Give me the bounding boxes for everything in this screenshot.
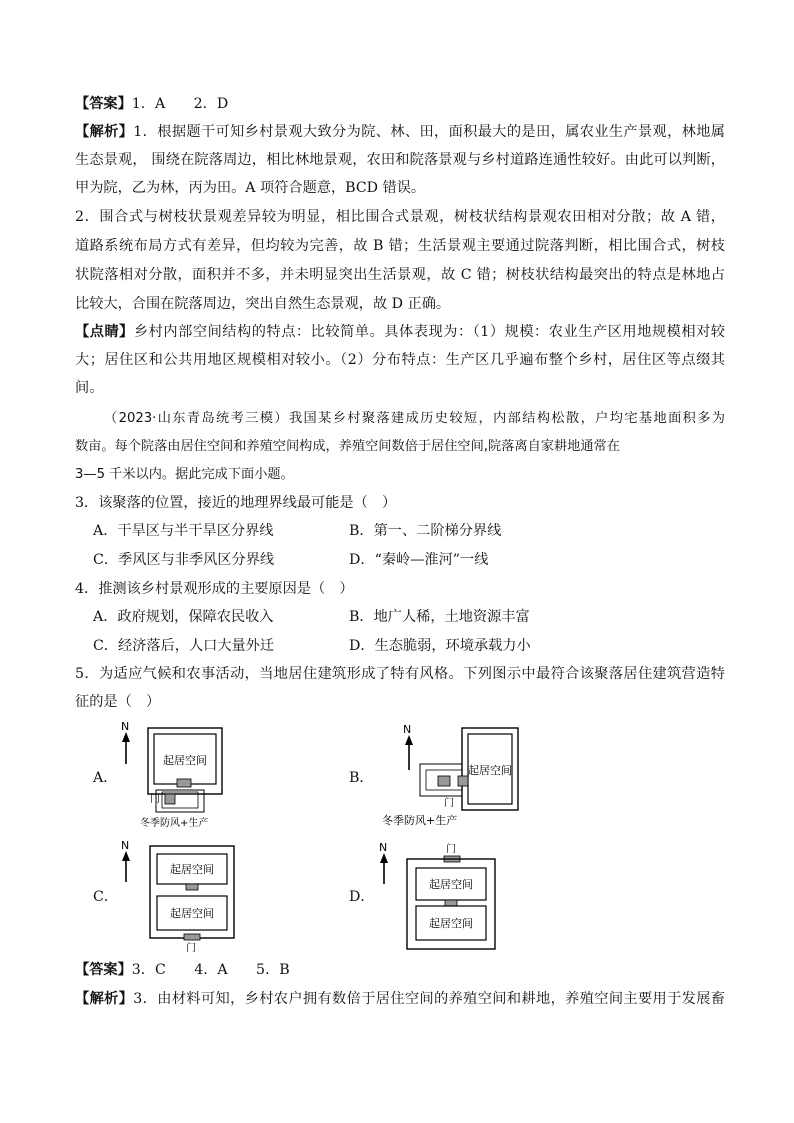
analysis-line: 道路系统布局方式有差异，但均较为完善，故 B 错；生活景观主要通过院落判断，相比围合式，树枝 xyxy=(75,238,725,254)
door-label: 门 xyxy=(444,798,454,809)
north-label: N xyxy=(379,841,388,854)
analysis-tag: 【解析】 xyxy=(75,124,134,140)
analysis-line: 比较大，合围在院落周边，突出自然生态景观，故 D 正确。 xyxy=(75,296,451,312)
q3-option-d[interactable]: D．“秦岭—淮河”一线 xyxy=(349,552,489,568)
annex xyxy=(156,790,204,812)
living-space-label: 起居空间 xyxy=(163,754,207,767)
outer-wall xyxy=(150,846,234,938)
answer-text: 1．A 2．D xyxy=(131,96,229,112)
door-block xyxy=(165,794,175,804)
living-space-label: 起居空间 xyxy=(429,878,473,891)
q5-option-d[interactable]: D． xyxy=(349,889,375,905)
living-space-label: 起居空间 xyxy=(170,863,214,876)
analysis-line xyxy=(75,122,725,142)
material-line: 数亩。每个院落由居住空间和养殖空间构成，养殖空间数倍于居住空间,院落离自家耕地通常在 xyxy=(75,439,620,454)
analysis-text: 1．根据题干可知乡村景观大致分为院、林、田，面积最大的是田，属农业生产景观，林地属 xyxy=(133,124,725,140)
q4-option-b[interactable]: B．地广人稀，土地资源丰富 xyxy=(349,609,530,625)
point-text: 乡村内部空间结构的特点：比较简单。具体表现为：（1）规模：农业生产区用地规模相对较 xyxy=(133,324,725,340)
q5-option-b[interactable]: B． xyxy=(349,770,374,786)
analysis-text: 3．由材料可知，乡村农户拥有数倍于居住空间的养殖空间和耕地，养殖空间主要用于发展畜 xyxy=(133,991,725,1007)
question-3-stem: 3．该聚落的位置，接近的地理界线最可能是（ ） xyxy=(75,495,397,511)
analysis-line: 生态景观， 围绕在院落周边，相比林地景观，农田和院落景观与乡村道路连通性较好。由此可以判断， xyxy=(75,152,725,168)
q3-option-a[interactable]: A．干旱区与半干旱区分界线 xyxy=(93,523,274,539)
north-label: N xyxy=(403,723,412,736)
material-line: （2023·山东青岛统考三模）我国某乡村聚落建成历史较短，内部结构松散，户均宅基地面积多为 xyxy=(104,411,725,426)
north-label: N xyxy=(121,840,130,852)
door-block xyxy=(438,776,450,786)
point-line xyxy=(75,322,725,342)
q4-option-c[interactable]: C．经济落后，人口大量外迁 xyxy=(93,638,275,654)
point-line: 大；居住区和公共用地区规模相对较小。（2）分布特点：生产区几乎遍布整个乡村，居住区等点缀其 xyxy=(75,352,725,368)
q5-option-c[interactable]: C． xyxy=(93,889,119,905)
q3-option-c[interactable]: C．季风区与非季风区分界线 xyxy=(93,552,275,568)
answer-line-1 xyxy=(75,94,725,114)
answer-text: 3．C 4．A 5．B xyxy=(131,962,290,978)
north-arrow xyxy=(121,840,130,882)
analysis-line-2 xyxy=(75,989,725,1009)
answer-tag: 【答案】 xyxy=(75,96,132,112)
point-tag: 【点睛】 xyxy=(75,324,134,340)
gate xyxy=(184,934,200,940)
answer-tag: 【答案】 xyxy=(75,962,132,978)
question-5-stem: 征的是（ ） xyxy=(75,694,161,710)
gate xyxy=(458,776,468,786)
figure-c xyxy=(110,840,250,955)
question-4-stem: 4．推测该乡村景观形成的主要原因是（ ） xyxy=(75,581,354,597)
door-label: 门 xyxy=(446,844,456,855)
winter-wind-label: 冬季防风+生产 xyxy=(382,814,458,827)
material-line: 3—5 千米以内。据此完成下面小题。 xyxy=(75,467,294,482)
north-arrow xyxy=(121,722,130,764)
north-label: N xyxy=(121,722,130,733)
gate xyxy=(177,779,191,787)
figure-d xyxy=(372,838,512,956)
answer-line-2 xyxy=(75,960,725,980)
q4-option-d[interactable]: D．生态脆弱，环境承载力小 xyxy=(349,638,531,654)
q5-option-a[interactable]: A． xyxy=(93,770,118,786)
figure-b xyxy=(362,722,522,830)
point-line: 间。 xyxy=(75,380,104,396)
winter-wind-label: 冬季防风+生产 xyxy=(140,818,209,829)
north-arrow xyxy=(379,841,388,884)
living-space-label: 起居空间 xyxy=(468,764,512,777)
question-5-stem: 5．为适应气候和农事活动，当地居住建筑形成了特有风格。下列图示中最符合该聚落居住建筑营造特 xyxy=(75,666,725,682)
analysis-line: 甲为院，乙为林，丙为田。A 项符合题意，BCD 错误。 xyxy=(75,180,426,196)
analysis-line: 2．围合式与树枝状景观差异较为明显，相比围合式景观，树枝状结构景观农田相对分散；故 A 错， xyxy=(75,209,725,225)
living-space-label: 起居空间 xyxy=(170,907,214,920)
q3-option-b[interactable]: B．第一、二阶梯分界线 xyxy=(349,523,502,539)
q4-option-a[interactable]: A．政府规划，保障农民收入 xyxy=(93,609,274,625)
door-label: 门 xyxy=(186,943,196,954)
living-space-label: 起居空间 xyxy=(429,917,473,930)
analysis-line: 状院落相对分散，面积并不多，并未明显突出生活景观，故 C 错；树枝状结构最突出的特点是林地占 xyxy=(75,267,725,283)
door-label: 门 xyxy=(150,794,160,805)
analysis-tag: 【解析】 xyxy=(75,991,134,1007)
figure-a xyxy=(110,722,250,832)
north-arrow xyxy=(403,723,413,770)
